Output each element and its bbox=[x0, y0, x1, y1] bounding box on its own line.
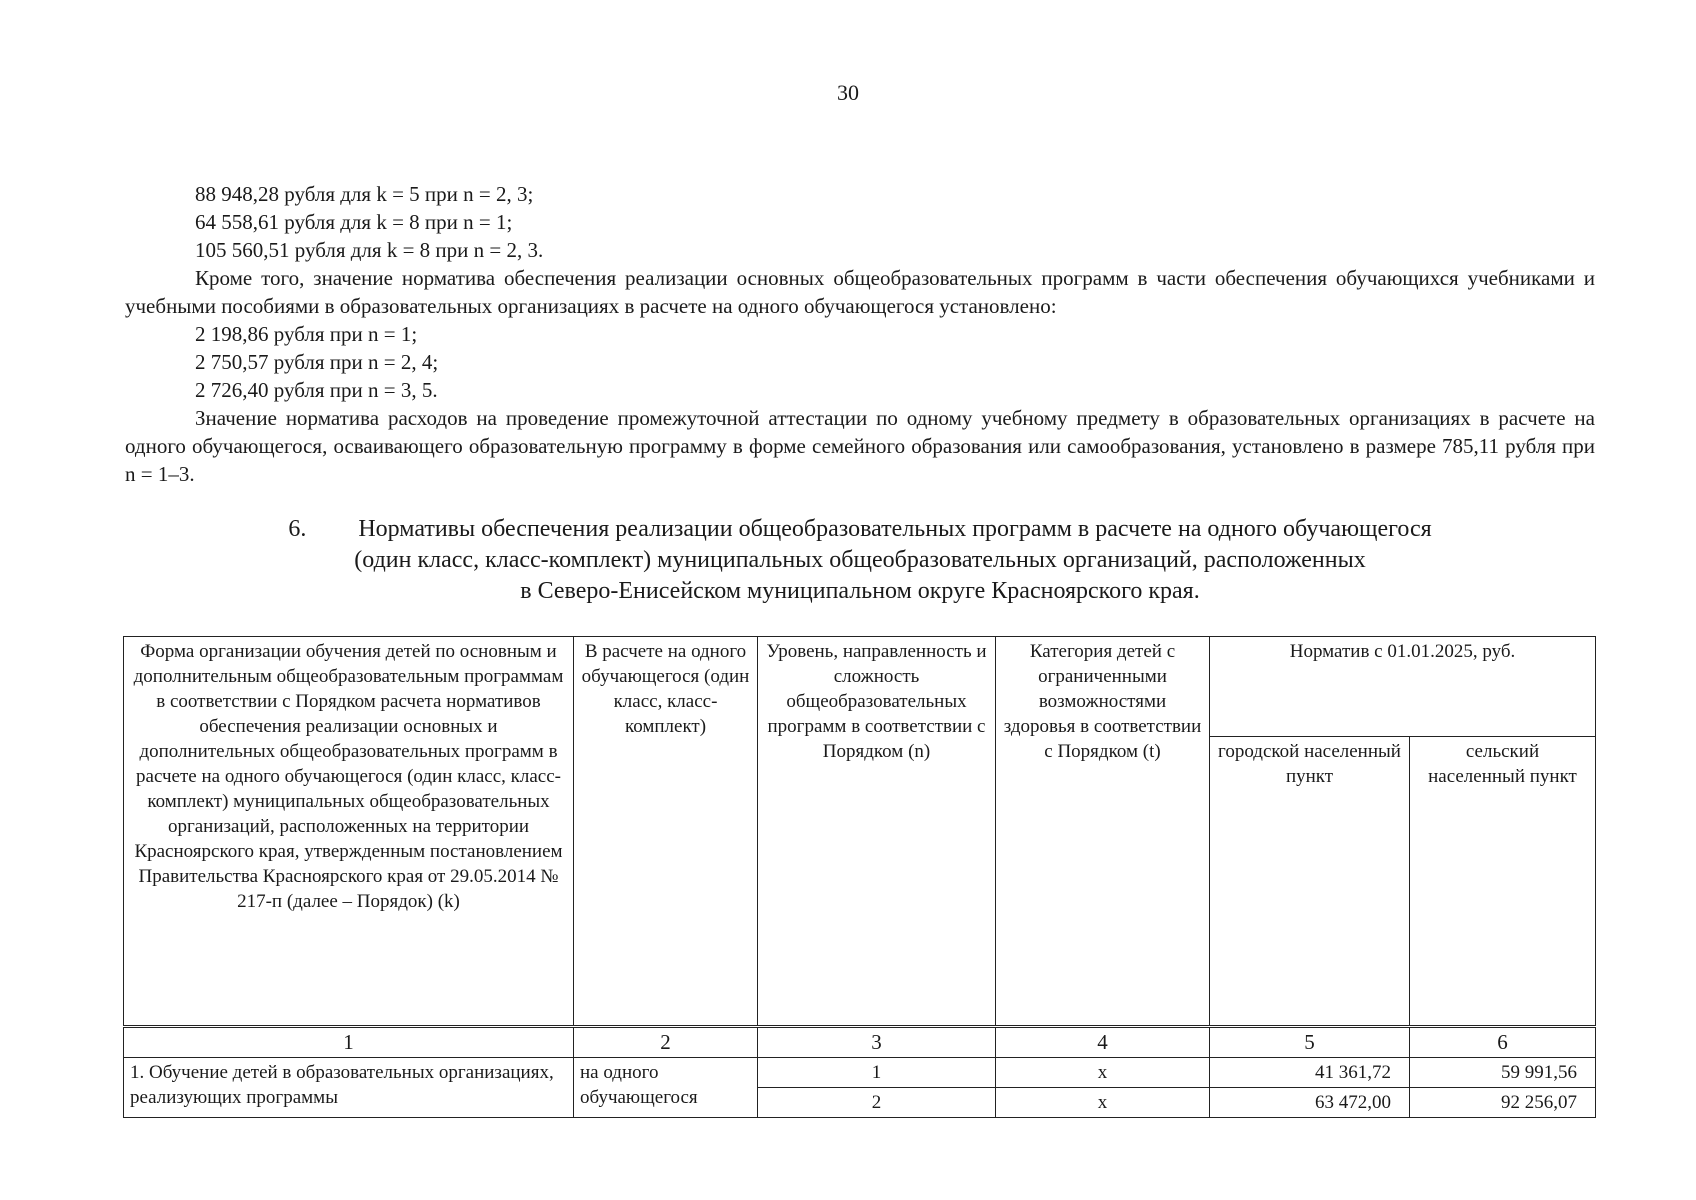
attestation-paragraph: Значение норматива расходов на проведение промежуточной аттестации по одному учебному предмету в образовательных организациях в расчете на одного обучающегося, осваивающего образовательную программу в форме семейного образования или самообразования, установлено в размере 785,11 рубля при n = 1–3. bbox=[125, 406, 1595, 486]
body-text bbox=[125, 180, 1595, 488]
textbook-line: 2 198,86 рубля при n = 1; bbox=[195, 322, 418, 346]
section-number: 6. bbox=[288, 516, 307, 542]
page-number: 30 bbox=[837, 80, 859, 105]
column-number: 1 bbox=[124, 1027, 574, 1058]
norm-line: 105 560,51 рубля для k = 8 при n = 2, 3. bbox=[195, 238, 544, 262]
textbook-line: 2 750,57 рубля при n = 2, 4; bbox=[195, 350, 439, 374]
urban-value: 63 472,00 bbox=[1210, 1088, 1410, 1118]
group-label: 1. Обучение детей в образовательных организациях, реализующих программы bbox=[124, 1058, 574, 1118]
basis-cell: на одного обучающегося bbox=[574, 1058, 758, 1118]
column-number: 6 bbox=[1410, 1027, 1596, 1058]
rural-value: 92 256,07 bbox=[1410, 1088, 1596, 1118]
textbooks-paragraph: Кроме того, значение норматива обеспечения реализации основных общеобразовательных программ в части обеспечения обучающихся учебниками и учебными пособиями в образовательных организациях в расчете на одного обучающегося установлено: bbox=[125, 266, 1595, 318]
section-title-line: Нормативы обеспечения реализации общеобразовательных программ в расчете на одного обучающегося bbox=[358, 516, 1432, 542]
header-program-level: Уровень, направленность и сложность общеобразовательных программ в соответствии с Порядком (n) bbox=[758, 637, 996, 1027]
column-number: 4 bbox=[996, 1027, 1210, 1058]
section-title-line: (один класс, класс-комплект) муниципальных общеобразовательных организаций, расположенных bbox=[354, 547, 1366, 573]
norm-line: 88 948,28 рубля для k = 5 при n = 2, 3; bbox=[195, 182, 534, 206]
norms-table bbox=[123, 636, 1596, 1118]
header-norm-group: Норматив с 01.01.2025, руб. bbox=[1210, 637, 1596, 737]
column-number: 3 bbox=[758, 1027, 996, 1058]
norm-line: 64 558,61 рубля для k = 8 при n = 1; bbox=[195, 210, 513, 234]
header-form-of-education: Форма организации обучения детей по основным и дополнительным общеобразовательным программам в соответствии с Порядком расчета нормативов обеспечения реализации основных и дополнительных общеобразовательных программ в расчете на одного обучающегося (один класс, класс-комплект) муниципальных общеобразовательных организаций, расположенных на территории Красноярского края, утвержденным постановлением Правительства Красноярского края от 29.05.2014 № 217-п (далее – Порядок) (k) bbox=[124, 637, 574, 1027]
table-row bbox=[124, 1058, 1596, 1088]
urban-value: 41 361,72 bbox=[1210, 1058, 1410, 1088]
category-cell: x bbox=[996, 1088, 1210, 1118]
header-rural: сельский населенный пункт bbox=[1410, 737, 1596, 1027]
header-urban: городской населенный пункт bbox=[1210, 737, 1410, 1027]
section-title-line: в Северо-Енисейском муниципальном округе Красноярского края. bbox=[520, 578, 1200, 604]
header-disability-category: Категория детей с ограниченными возможностями здоровья в соответствии с Порядком (t) bbox=[996, 637, 1210, 1027]
textbook-line: 2 726,40 рубля при n = 3, 5. bbox=[195, 378, 438, 402]
level-cell: 1 bbox=[758, 1058, 996, 1088]
level-cell: 2 bbox=[758, 1088, 996, 1118]
section-heading bbox=[125, 514, 1595, 607]
header-basis: В расчете на одного обучающегося (один класс, класс-комплект) bbox=[574, 637, 758, 1027]
column-number: 5 bbox=[1210, 1027, 1410, 1058]
category-cell: x bbox=[996, 1058, 1210, 1088]
column-number: 2 bbox=[574, 1027, 758, 1058]
rural-value: 59 991,56 bbox=[1410, 1058, 1596, 1088]
